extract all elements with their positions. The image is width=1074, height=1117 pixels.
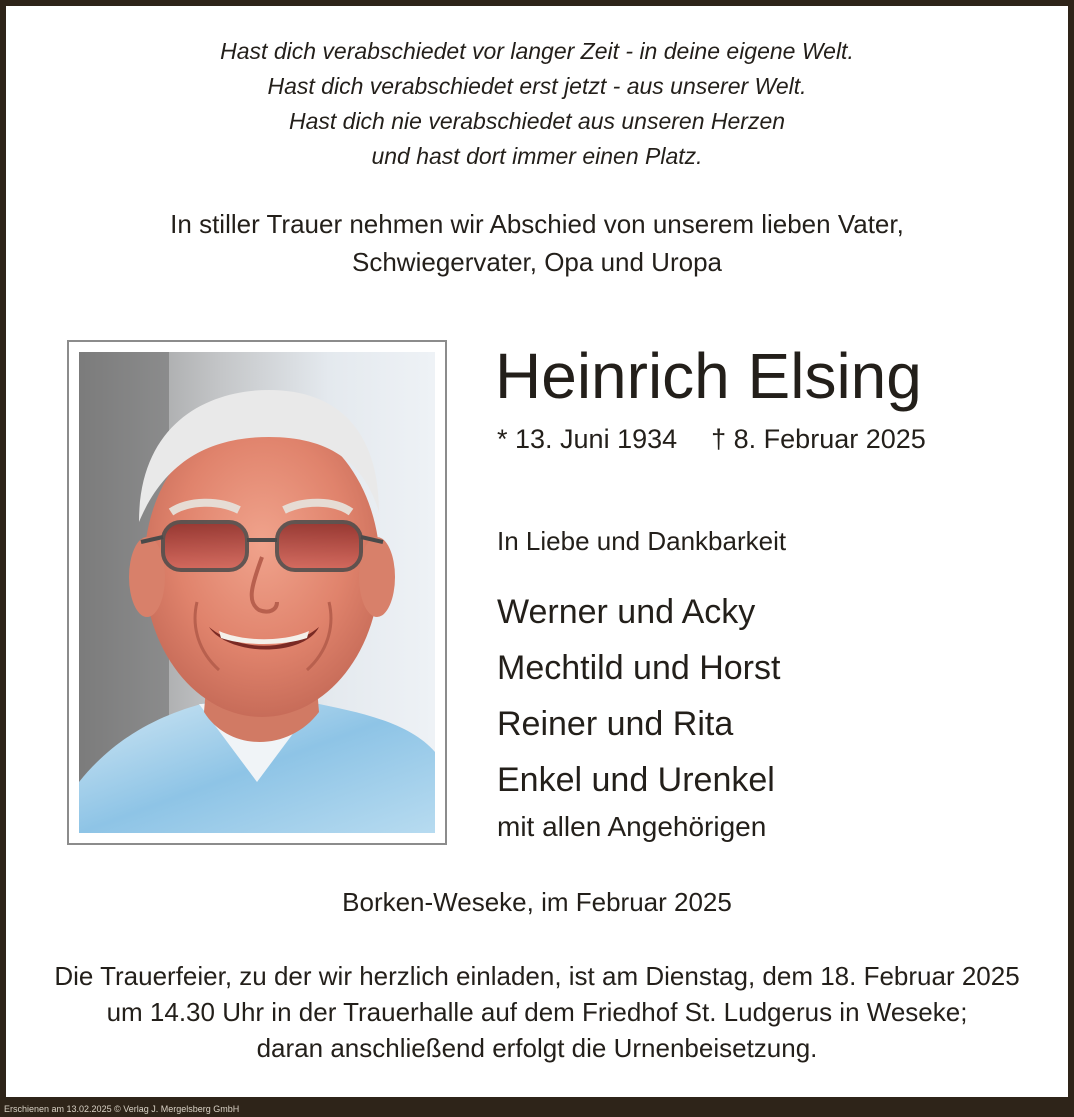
ceremony-info <box>0 958 1074 1066</box>
deceased-name: Heinrich Elsing <box>495 340 922 412</box>
portrait-photo <box>79 352 435 833</box>
poem-line: Hast dich verabschiedet vor langer Zeit - in deine eigene Welt. <box>220 38 854 64</box>
mourner-name: Werner und Acky <box>497 593 756 631</box>
life-dates <box>497 422 926 456</box>
poem-line: und hast dort immer einen Platz. <box>371 143 703 169</box>
relatives-line: mit allen Angehörigen <box>497 811 767 842</box>
place-date: Borken-Weseke, im Februar 2025 <box>342 887 732 917</box>
publication-note: Erschienen am 13.02.2025 © Verlag J. Mergelsberg GmbH <box>4 1104 240 1114</box>
poem-line: Hast dich verabschiedet erst jetzt - aus unserer Welt. <box>267 73 807 99</box>
poem-line: Hast dich nie verabschiedet aus unseren Herzen <box>288 108 786 134</box>
intro-line: In stiller Trauer nehmen wir Abschied von unserem lieben Vater, <box>170 209 904 239</box>
birth-date: * 13. Juni 1934 <box>497 424 678 454</box>
mourner-name: Enkel und Urenkel <box>497 761 775 799</box>
portrait-frame <box>67 340 447 845</box>
ceremony-line: um 14.30 Uhr in der Trauerhalle auf dem Friedhof St. Ludgerus in Weseke; <box>106 997 968 1027</box>
ceremony-line: Die Trauerfeier, zu der wir herzlich einladen, ist am Dienstag, dem 18. Februar 2025 <box>54 961 1020 991</box>
mourner-name: Reiner und Rita <box>497 705 734 743</box>
death-date: † 8. Februar 2025 <box>711 424 926 454</box>
mourner-name: Mechtild und Horst <box>497 649 781 687</box>
mourners-intro: In Liebe und Dankbarkeit <box>497 526 787 556</box>
ceremony-line: daran anschließend erfolgt die Urnenbeisetzung. <box>256 1033 818 1063</box>
intro-line: Schwiegervater, Opa und Uropa <box>352 247 722 277</box>
poem <box>0 34 1074 174</box>
mourners-list <box>497 584 780 808</box>
portrait-illustration <box>79 352 435 833</box>
intro-text <box>0 205 1074 281</box>
